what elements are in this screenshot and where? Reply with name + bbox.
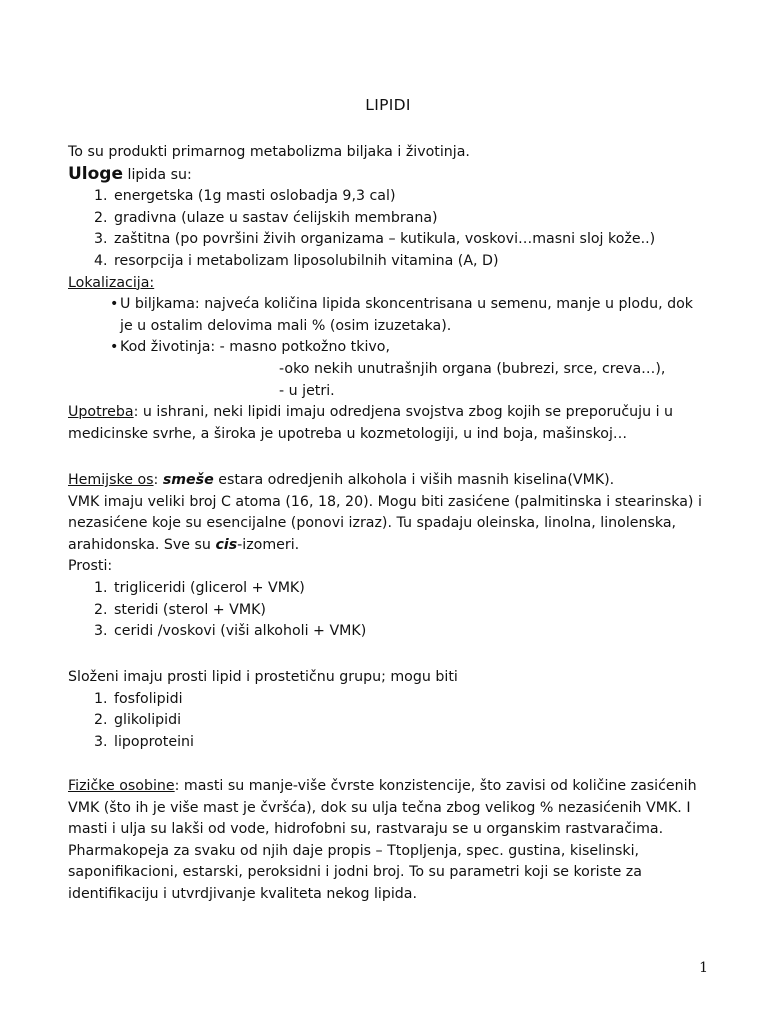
zivotinje-line-3: - u jetri. (279, 382, 335, 399)
fizicke-paragraph (68, 776, 708, 906)
uloge-heading (68, 164, 708, 187)
vmk-paragraph (68, 492, 708, 557)
page-number: 1 (699, 960, 708, 976)
lokalizacija-heading: Lokalizacija: (68, 274, 155, 291)
uloge-rest: lipida su: (123, 166, 192, 183)
vmk-text-end: -izomeri. (237, 536, 300, 553)
zivotinje-line-2: -oko nekih unutrašnjih organa (bubrezi, srce, creva…), (279, 360, 666, 377)
section-hemijske (68, 470, 708, 643)
list-item: • U biljkama: najveća količina lipida skoncentrisana u semenu, manje u plodu, dok je u ostalim delovima mali % (osim izuzetaka). (112, 294, 708, 337)
fizicke-label: Fizičke osobine (68, 778, 175, 794)
slozeni-paragraph: Složeni imaju prosti lipid i prostetičnu grupu; mogu biti (68, 669, 458, 685)
uloge-list (68, 186, 708, 272)
prosti-list (68, 578, 708, 643)
list-item: 2. steridi (sterol + VMK) (112, 600, 708, 622)
list-item: 2. gradivna (ulaze u sastav ćelijskih membrana) (112, 208, 708, 230)
hemijske-paragraph (68, 470, 708, 492)
intro-paragraph: To su produkti primarnog metabolizma biljaka i životinja. (68, 144, 470, 160)
list-item: 1. trigliceridi (glicerol + VMK) (112, 578, 708, 600)
vmk-text: VMK imaju veliki broj C atoma (16, 18, 20). Mogu biti zasićene (palmitinska i stearinska) i nezasićene koje su esencijalne (ponovi izraz). Tu spadaju oleinska, linolna, linolenska, arahidonska. Sve su (68, 493, 702, 553)
section-slozeni (68, 667, 708, 753)
list-item: 2. glikolipidi (112, 710, 708, 732)
smese-word: smeše (162, 472, 214, 488)
hemijske-colon: : (153, 472, 163, 488)
section-intro (68, 142, 708, 445)
section-fizicke (68, 776, 708, 906)
upotreba-paragraph (68, 402, 708, 445)
hemijske-label: Hemijske os (68, 472, 154, 488)
slozeni-list (68, 689, 708, 754)
uloge-label: Uloge (68, 163, 124, 184)
list-item: 1. energetska (1g masti oslobadja 9,3 cal) (112, 186, 708, 208)
page-title: LIPIDI (365, 96, 411, 114)
prosti-heading: Prosti: (68, 558, 113, 575)
upotreba-label: Upotreba (68, 404, 134, 421)
fizicke-text: : masti su manje-više čvrste konzistencije, što zavisi od količine zasićenih VMK (što ih je više mast je čvršća), dok su ulja tečna zbog velikog % nezasićenih VMK. I masti i ulja su lakši od vode, hidrofobni su, rastvaraju se u organskim rastvaračima. Pharmakopeja za svaku od njih daje propis – Ttopljenja, spec. gustina, kiselinski, saponifikacioni, estarski, peroksidni i jodni broj. To su parametri koji se koriste za identifikaciju i utvrdjivanje kvaliteta nekog lipida. (68, 778, 697, 902)
lokalizacija-list (68, 294, 708, 402)
list-item: 1. fosfolipidi (112, 689, 708, 711)
list-item: 3. lipoproteini (112, 732, 708, 754)
list-item: 3. zaštitna (po površini živih organizama – kutikula, voskovi…masni sloj kože..) (112, 229, 708, 251)
zivotinje-line-1: • Kod životinja: - masno potkožno tkivo, (120, 339, 390, 356)
hemijske-text: estara odredjenih alkohola i viših masnih kiselina(VMK). (213, 472, 615, 488)
cis-word: cis (215, 536, 238, 553)
upotreba-text: : u ishrani, neki lipidi imaju odredjena svojstva zbog kojih se preporučuju i u medicinske svrhe, a široka je upotreba u kozmetologiji, u ind boja, mašinskoj… (68, 404, 674, 442)
list-item: 3. ceridi /voskovi (viši alkoholi + VMK) (112, 621, 708, 643)
list-item (112, 337, 708, 402)
list-item: 4. resorpcija i metabolizam liposolubilnih vitamina (A, D) (112, 251, 708, 273)
